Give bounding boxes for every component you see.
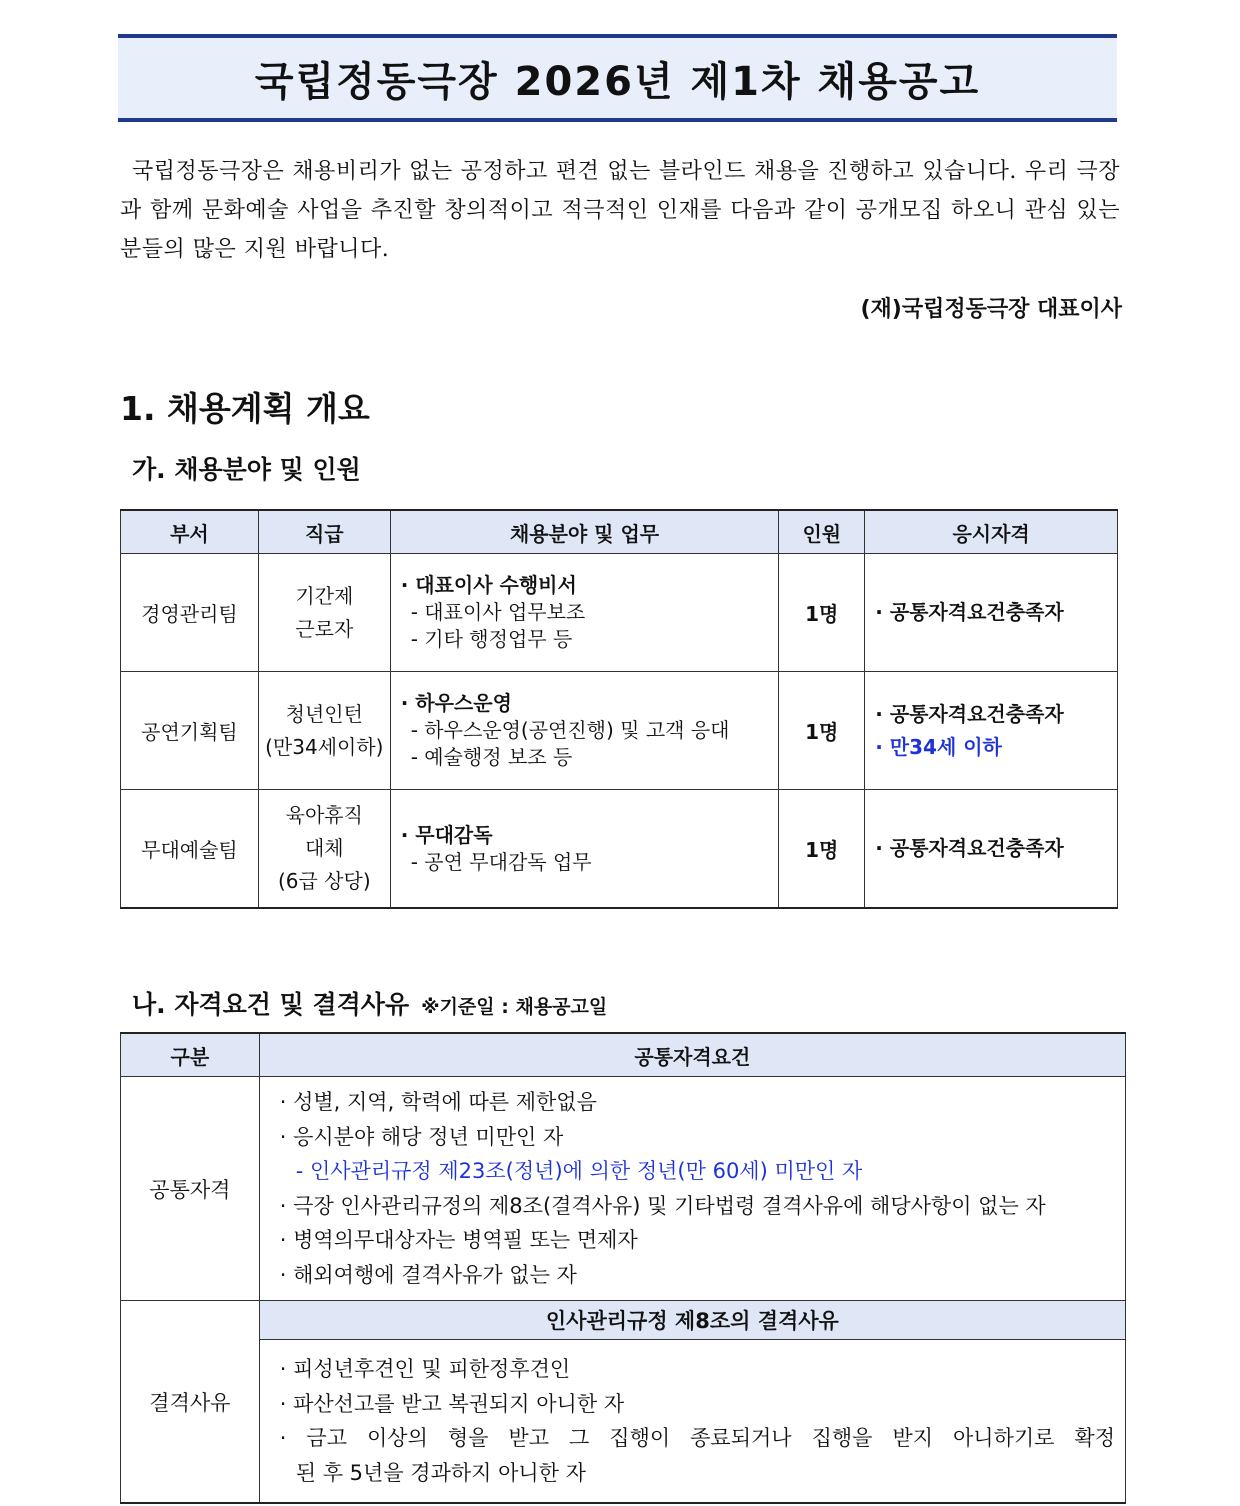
- duty-title: · 무대감독: [400, 822, 493, 847]
- list-item: · 피성년후견인 및 피한정후견인: [279, 1357, 571, 1381]
- signature: (재)국립정동극장 대표이사: [860, 297, 1122, 322]
- count-cell: 1명: [779, 554, 865, 672]
- category-cell: 공통자격: [121, 1077, 260, 1301]
- table-row: [121, 672, 1118, 790]
- grade-cell: [258, 672, 390, 790]
- col-header-duty: 채용분야 및 업무: [390, 510, 779, 554]
- duty-detail: - 예술행정 보조 등: [410, 745, 573, 769]
- count-cell: 1명: [779, 672, 865, 790]
- qualification-cell: [865, 554, 1118, 672]
- col-header-dept: 부서: [121, 510, 259, 554]
- table-row: [121, 1301, 1126, 1340]
- disqualification-subheading: 인사관리규정 제8조의 결격사유: [259, 1301, 1125, 1340]
- positions-table: [120, 509, 1118, 909]
- col-header-qualification: 응시자격: [865, 510, 1118, 554]
- duty-title: · 하우스운영: [400, 691, 512, 715]
- duty-title: · 대표이사 수행비서: [400, 573, 577, 597]
- disqualification-cell: [259, 1340, 1125, 1504]
- qualification-item: · 공통자격요건충족자: [875, 701, 1064, 726]
- grade-line: (6급 상당): [277, 869, 371, 893]
- table-row: [121, 1077, 1126, 1301]
- duty-detail: - 공연 무대감독 업무: [410, 849, 592, 874]
- col-header-requirements: 공통자격요건: [259, 1033, 1125, 1077]
- duty-cell: [390, 672, 779, 790]
- table-header-row: [121, 1033, 1126, 1077]
- qualification-cell: [865, 790, 1118, 909]
- title-banner: [118, 34, 1117, 122]
- qualification-item: · 공통자격요건충족자: [875, 600, 1064, 624]
- grade-line: 청년인턴: [285, 701, 363, 726]
- dept-cell: 공연기획팀: [121, 672, 259, 790]
- list-item: · 성별, 지역, 학력에 따른 제한없음: [279, 1090, 597, 1114]
- dept-cell: 무대예술팀: [121, 790, 259, 909]
- table-header-row: [121, 510, 1118, 554]
- list-item: · 응시분야 해당 정년 미만인 자: [279, 1124, 564, 1149]
- duty-detail: - 하우스운영(공연진행) 및 고객 응대: [410, 718, 730, 742]
- grade-line: 대체: [304, 836, 344, 860]
- requirements-cell: [259, 1077, 1125, 1301]
- list-item: · 해외여행에 결격사유가 없는 자: [279, 1262, 577, 1287]
- table-row: [121, 790, 1118, 909]
- category-cell: 결격사유: [121, 1301, 260, 1504]
- col-header-grade: 직급: [258, 510, 390, 554]
- list-item-highlight: - 인사관리규정 제23조(정년)에 의한 정년(만 60세) 미만인 자: [295, 1159, 863, 1183]
- grade-line: 기간제: [295, 583, 354, 608]
- list-item: · 병역의무대상자는 병역필 또는 면제자: [279, 1228, 638, 1252]
- col-header-count: 인원: [779, 510, 865, 554]
- qualification-item-highlight: · 만34세 이하: [875, 734, 1002, 759]
- qualification-item: · 공통자격요건충족자: [875, 836, 1064, 860]
- col-header-category: 구분: [121, 1033, 260, 1077]
- duty-detail: - 대표이사 업무보조: [410, 600, 586, 624]
- grade-cell: [258, 790, 390, 909]
- grade-cell: [258, 554, 390, 672]
- table-row: [121, 1340, 1126, 1504]
- table-row: [121, 554, 1118, 672]
- section-heading-1: 1. 채용계획 개요: [120, 389, 370, 428]
- grade-line: (만34세이하): [265, 734, 384, 759]
- list-item: · 금고 이상의 형을 받고 그 집행이 종료되거나 집행을 받지 아니하기로 확정: [279, 1426, 1115, 1450]
- intro-paragraph: 국립정동극장은 채용비리가 없는 공정하고 편견 없는 블라인드 채용을 진행하고 있습니다. 우리 극장과 함께 문화예술 사업을 추진할 창의적이고 적극적인 인재를 다음과 같이 공개모집 하오니 관심 있는 분들의 많은 지원 바랍니다.: [120, 159, 1120, 262]
- list-item: · 파산선고를 받고 복권되지 아니한 자: [279, 1391, 625, 1416]
- subsection-heading-b-text: 나. 자격요건 및 결격사유: [132, 990, 410, 1019]
- grade-line: 근로자: [295, 616, 354, 641]
- list-item-continuation: 된 후 5년을 경과하지 아니한 자: [295, 1460, 586, 1485]
- subsection-heading-b: [132, 985, 607, 1021]
- qualification-cell: [865, 672, 1118, 790]
- requirements-table: [120, 1032, 1126, 1504]
- duty-cell: [390, 554, 779, 672]
- reference-date-note: ※기준일 : 채용공고일: [421, 996, 608, 1018]
- grade-line: 육아휴직: [285, 803, 363, 827]
- dept-cell: 경영관리팀: [121, 554, 259, 672]
- duty-cell: [390, 790, 779, 909]
- count-cell: 1명: [779, 790, 865, 909]
- list-item: · 극장 인사관리규정의 제8조(결격사유) 및 기타법령 결격사유에 해당사항이 없는 자: [279, 1193, 1046, 1218]
- subsection-heading-a: 가. 채용분야 및 인원: [132, 455, 361, 484]
- duty-detail: - 기타 행정업무 등: [410, 627, 573, 651]
- page-title: 국립정동극장 2026년 제1차 채용공고: [254, 58, 981, 105]
